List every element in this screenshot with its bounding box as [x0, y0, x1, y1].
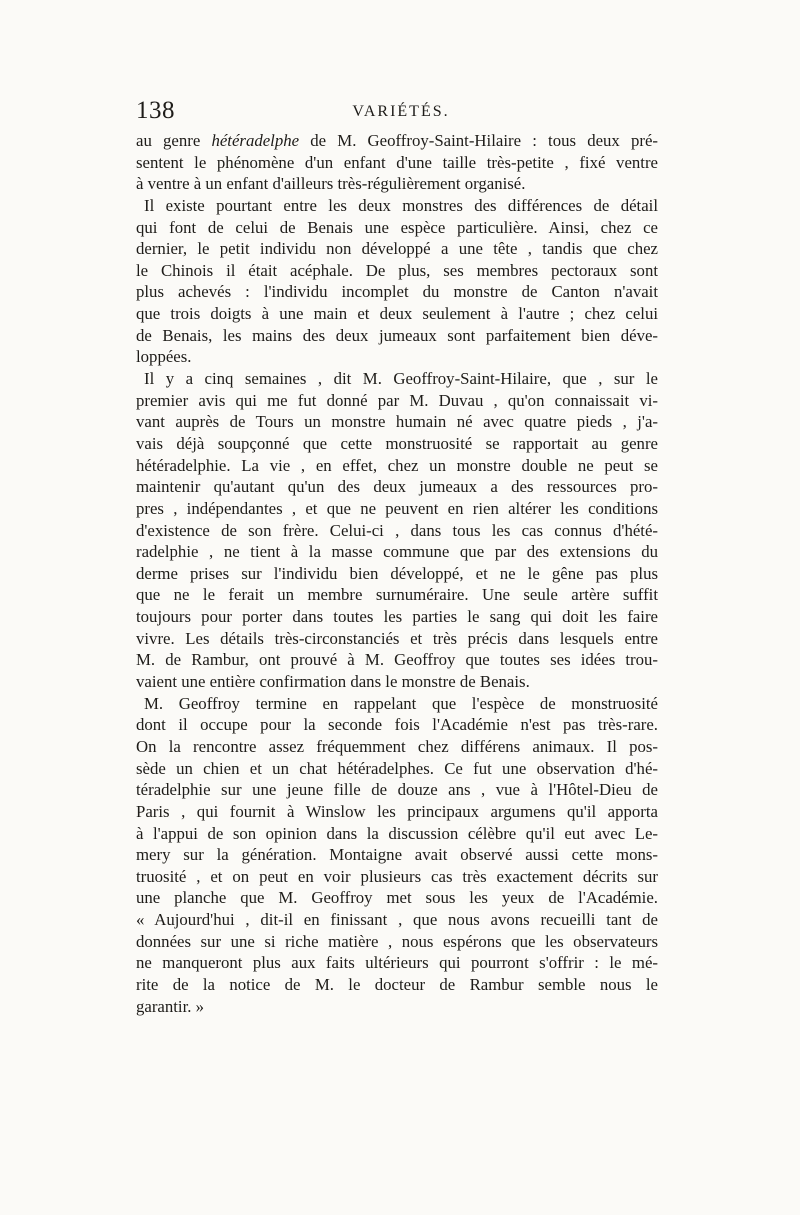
text-line: rite de la notice de M. le docteur de Rambur semble nous le	[136, 974, 658, 994]
text-line: truosité , et on peut en voir plusieurs cas très exactement décrits sur	[136, 866, 658, 886]
text-line: plus achevés : l'individu incomplet du monstre de Canton n'avait	[136, 282, 658, 302]
text-line: Paris , qui fournit à Winslow les principaux argumens qu'il apporta	[136, 801, 658, 821]
text-line: au genre hétéradelphe de M. Geoffroy-Saint-Hilaire : tous deux pré-	[136, 131, 658, 150]
text-line: « Aujourd'hui , dit-il en finissant , que nous avons recueilli tant de	[136, 910, 658, 930]
text-line: mery sur la génération. Montaigne avait observé aussi cette mons-	[136, 845, 658, 865]
text-line: loppées.	[136, 347, 192, 367]
page-header	[136, 96, 666, 132]
text-line: Il y a cinq semaines , dit M. Geoffroy-Saint-Hilaire, que , sur le	[144, 369, 658, 389]
paragraph	[136, 368, 658, 693]
text-line: de Benais, les mains des deux jumeaux sont parfaitement bien déve-	[136, 325, 658, 345]
text-line: premier avis qui me fut donné par M. Duvau , qu'on connaissait vi-	[136, 390, 658, 410]
text-line: Il existe pourtant entre les deux monstres des différences de détail	[144, 195, 658, 215]
text-line: vivre. Les détails très-circonstanciés et très précis dans lesquels entre	[136, 628, 658, 648]
text-line: que trois doigts à une main et deux seulement à l'autre ; chez celui	[136, 304, 658, 324]
paragraph	[136, 195, 658, 368]
text-line: vant auprès de Tours un monstre humain né avec quatre pieds , j'a-	[136, 412, 658, 432]
text-line: téradelphie sur une jeune fille de douze ans , vue à l'Hôtel-Dieu de	[136, 780, 658, 800]
text-line: à l'appui de son opinion dans la discussion célèbre qu'il eut avec Le-	[136, 823, 658, 843]
text-line: dernier, le petit individu non développé a une tête , tandis que chez	[136, 239, 658, 259]
text-line: dont il occupe pour la seconde fois l'Académie n'est pas très-rare.	[136, 715, 658, 735]
paragraph	[136, 130, 658, 195]
text-line: On la rencontre assez fréquemment chez différens animaux. Il pos-	[136, 736, 658, 756]
page-number: 138	[136, 97, 175, 124]
text-line: sentent le phénomène d'un enfant d'une taille très-petite , fixé ventre	[136, 152, 658, 172]
text-line: le Chinois il était acéphale. De plus, ses membres pectoraux sont	[136, 260, 658, 280]
text-line: maintenir qu'autant qu'un des deux jumeaux a des ressources pro-	[136, 477, 658, 497]
text-line: à ventre à un enfant d'ailleurs très-régulièrement organisé.	[136, 174, 526, 194]
text-line: garantir. »	[136, 996, 205, 1016]
text-line: qui font de celui de Benais une espèce particulière. Ainsi, chez ce	[136, 217, 658, 237]
text-line: M. Geoffroy termine en rappelant que l'espèce de monstruosité	[144, 693, 658, 713]
text-line: toujours pour porter dans toutes les parties le sang qui doit les faire	[136, 607, 658, 627]
text-line: pres , indépendantes , et que ne peuvent en rien altérer les conditions	[136, 498, 658, 518]
text-line: derme prises sur l'individu bien développé, et ne le gêne pas plus	[136, 563, 658, 583]
body-text	[136, 130, 658, 1017]
text-line: vais déjà soupçonné que cette monstruosité se rapportait au genre	[136, 433, 658, 453]
text-line: données sur une si riche matière , nous espérons que les observateurs	[136, 931, 658, 951]
text-line: hétéradelphie. La vie , en effet, chez un monstre double ne peut se	[136, 455, 658, 475]
text-line: sède un chien et un chat hétéradelphes. Ce fut une observation d'hé-	[136, 758, 658, 778]
text-line: radelphie , ne tient à la masse commune que par des extensions du	[136, 542, 658, 562]
text-line: que ne le ferait un membre surnuméraire. Une seule artère suffit	[136, 585, 658, 605]
text-line: M. de Rambur, ont prouvé à M. Geoffroy que toutes ses idées trou-	[136, 650, 658, 670]
text-line: vaient une entière confirmation dans le monstre de Benais.	[136, 672, 530, 692]
text-line: ne manqueront plus aux faits ultérieurs qui pourront s'offrir : le mé-	[136, 953, 658, 973]
paragraph	[136, 693, 658, 1018]
text-line: d'existence de son frère. Celui-ci , dans tous les cas connus d'hété-	[136, 520, 658, 540]
text-line: une planche que M. Geoffroy met sous les yeux de l'Académie.	[136, 888, 658, 908]
running-head: VARIÉTÉS.	[352, 103, 450, 120]
